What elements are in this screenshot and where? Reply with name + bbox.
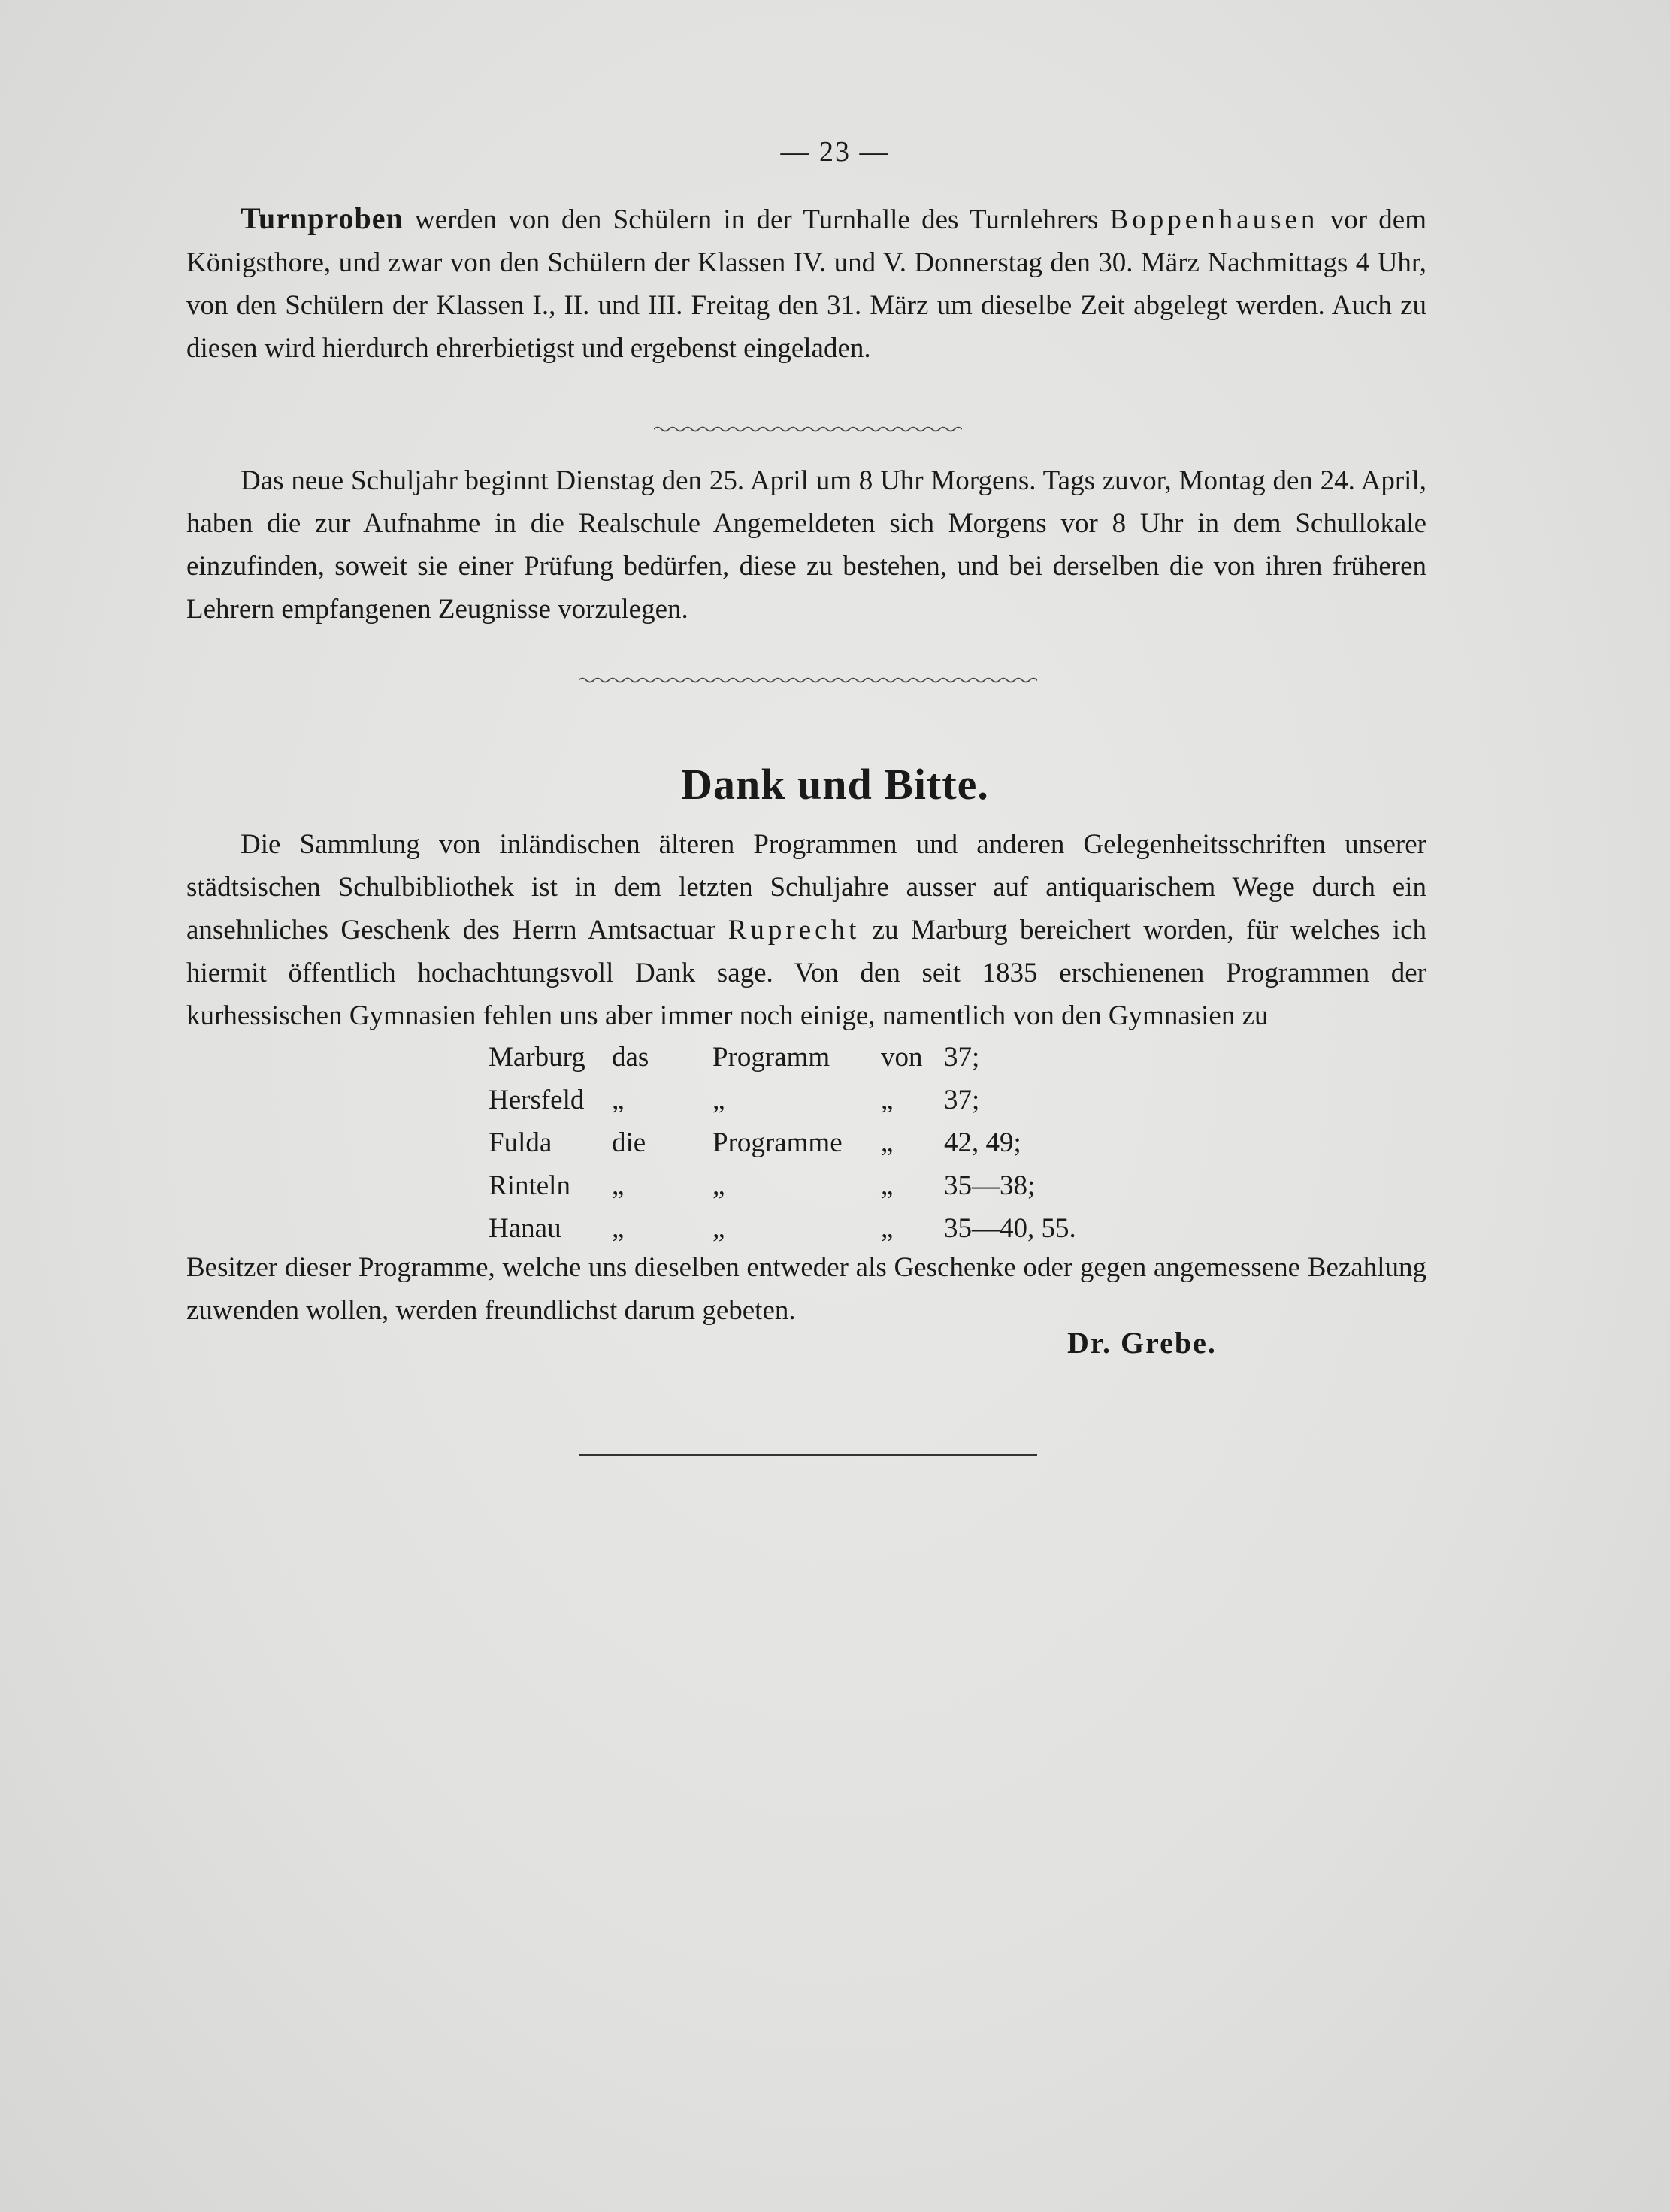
word-cell: „ bbox=[712, 1170, 725, 1201]
word-cell: „ bbox=[712, 1213, 725, 1244]
dank-text-1: Die Sammlung von inländischen älteren Programmen und anderen Gelegenheitsschriften unserer städtsischen Schulbibliothek ist in dem letzten Schuljahre ausser auf antiquarischem Wege durch ein ansehnliches Geschenk des Herrn Amtsactuar bbox=[186, 829, 1426, 946]
table-row bbox=[489, 1079, 1087, 1121]
donor-name: Ruprecht bbox=[728, 915, 861, 946]
page-number: — 23 — bbox=[780, 136, 890, 168]
numbers-cell: 37; bbox=[944, 1042, 980, 1073]
von-cell: „ bbox=[881, 1170, 894, 1201]
divider-wave-2 bbox=[579, 676, 1037, 684]
von-cell: von bbox=[881, 1042, 923, 1073]
article-cell: „ bbox=[612, 1085, 625, 1115]
word-cell: Programme bbox=[712, 1127, 843, 1158]
turnproben-heading: Turnproben bbox=[241, 201, 404, 235]
table-row bbox=[489, 1207, 1087, 1250]
city-cell: Hersfeld bbox=[489, 1085, 585, 1115]
article-cell: „ bbox=[612, 1213, 625, 1244]
article-cell: das bbox=[612, 1042, 649, 1073]
city-cell: Rinteln bbox=[489, 1170, 570, 1201]
turnlehrer-name: Boppenhausen bbox=[1109, 204, 1319, 235]
turnproben-text-1: werden von den Schülern in der Turnhalle des Turnlehrers bbox=[403, 204, 1110, 235]
article-cell: die bbox=[612, 1127, 646, 1158]
divider-wave bbox=[654, 425, 962, 433]
dank-paragraph bbox=[186, 823, 1426, 1037]
table-row bbox=[489, 1036, 1087, 1079]
von-cell: „ bbox=[881, 1213, 894, 1244]
article-cell: „ bbox=[612, 1170, 625, 1201]
numbers-cell: 35—38; bbox=[944, 1170, 1036, 1201]
turnproben-text-2: vor dem Königsthore, und zwar von den Schülern der Klassen IV. und V. Donnerstag den 30. März Nachmittags 4 Uhr, von den Schülern der Klassen I., II. und III. Freitag den 31. März um dieselbe Zeit abgelegt werden. Auch zu diesen wird hierdurch ehrerbietigst und ergebenst eingeladen. bbox=[186, 204, 1426, 364]
schuljahr-paragraph: Das neue Schuljahr beginnt Dienstag den 25. April um 8 Uhr Morgens. Tags zuvor, Montag den 24. April, haben die zur Aufnahme in die Realschule Angemeldeten sich Morgens vor 8 Uhr in dem Schullokale einzufinden, soweit sie einer Prüfung bedürfen, diese zu bestehen, und bei derselben die von ihren früheren Lehrern empfangenen Zeugnisse vorzulegen. bbox=[186, 465, 1426, 625]
end-rule bbox=[579, 1454, 1037, 1456]
table-row bbox=[489, 1121, 1087, 1164]
table-row bbox=[489, 1164, 1087, 1207]
closing-paragraph: Besitzer dieser Programme, welche uns dieselben entweder als Geschenke oder gegen angemessene Bezahlung zuwenden wollen, werden freundlichst darum gebeten. bbox=[186, 1252, 1426, 1326]
von-cell: „ bbox=[881, 1127, 894, 1158]
city-cell: Marburg bbox=[489, 1042, 585, 1073]
turnproben-paragraph bbox=[186, 197, 1426, 370]
von-cell: „ bbox=[881, 1085, 894, 1115]
city-cell: Fulda bbox=[489, 1127, 552, 1158]
numbers-cell: 37; bbox=[944, 1085, 980, 1115]
numbers-cell: 42, 49; bbox=[944, 1127, 1021, 1158]
word-cell: Programm bbox=[712, 1042, 830, 1073]
signature: Dr. Grebe. bbox=[1067, 1326, 1217, 1360]
dank-text-2: zu Marburg bereichert worden, für welches ich hiermit öffentlich hochachtungsvoll Dank sage. Von den seit 1835 erschienenen Programmen der kurhessischen Gymnasien fehlen uns aber immer noch einige, namentlich von den Gymnasien zu bbox=[186, 915, 1427, 1031]
city-cell: Hanau bbox=[489, 1213, 561, 1244]
word-cell: „ bbox=[712, 1085, 725, 1115]
numbers-cell: 35—40, 55. bbox=[944, 1213, 1076, 1244]
dank-und-bitte-title: Dank und Bitte. bbox=[681, 760, 989, 809]
missing-programs-table bbox=[489, 1036, 1087, 1250]
